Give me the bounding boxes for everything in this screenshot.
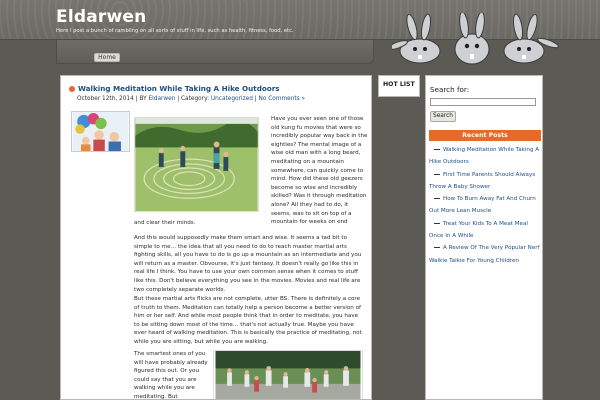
post-author-link[interactable]: Eldarwen <box>148 96 176 102</box>
recent-posts-list <box>429 144 541 267</box>
post-photo-labyrinth <box>134 117 259 212</box>
dash-icon <box>434 149 440 150</box>
recent-posts-heading: Recent Posts <box>429 130 541 141</box>
post-paragraph-2: And this would supposedly make them smart and wise. It seems a tad bit to simple to me… the idea that all you need to do to reach master martial arts fighting skills, all you have to do is go up a mountain as an intermediate and you will return as a master. Obvourse, it's just fantasy. It doesn't really go like this in real life I think. You have to use your own common sense when it comes to stuff like this. Don't believe everything you see in the movies. Movies and real life are two completely separate worlds. <box>134 235 362 293</box>
meta-separator: | <box>254 96 257 102</box>
post-comments-link[interactable]: No Comments » <box>258 96 306 102</box>
post-title-row <box>69 84 280 93</box>
orange-bullet-icon <box>69 86 75 92</box>
recent-post-item[interactable] <box>429 218 541 243</box>
meta-category-label: | Category: <box>177 96 210 102</box>
hot-list-label: HOT LIST <box>383 81 415 88</box>
search-input[interactable] <box>430 98 536 106</box>
recent-post-link[interactable]: First Time Parents Should Always Throw A Baby Shower <box>429 171 536 190</box>
meta-by-label: | BY <box>135 96 147 102</box>
nav-bar <box>56 40 374 64</box>
post-content-area <box>60 75 372 400</box>
recent-post-link[interactable]: Treat Your Kids To A Meat Meal Once In A While <box>429 220 528 240</box>
recent-post-link[interactable]: A Review Of The Very Popular Nerf Walkie Talkie For Young Children <box>429 245 540 264</box>
sidebar <box>425 75 543 400</box>
recent-post-item[interactable] <box>429 169 541 194</box>
site-description: Here I post a bunch of rambling on all sorts of stuff in life, such as health, fitness, food, etc. <box>56 28 294 34</box>
post-paragraph-4: The smartest ones of you will have probably already figured this out. Or you could say that you are walking while you are meditating. But <box>134 351 208 400</box>
recent-post-link[interactable]: How To Burn Away Fat And Churn Out More Lean Muscle <box>429 196 536 215</box>
bunnies-illustration <box>392 13 562 71</box>
post-photo-group-walking <box>213 350 363 400</box>
recent-post-item[interactable] <box>429 242 541 267</box>
search-label: Search for: <box>430 85 470 94</box>
post-title[interactable]: Walking Meditation While Taking A Hike Outdoors <box>78 84 280 93</box>
recent-post-item[interactable] <box>429 144 541 169</box>
dash-icon <box>434 247 440 248</box>
post-meta <box>77 96 305 102</box>
recent-post-item[interactable] <box>429 193 541 218</box>
dash-icon <box>434 174 440 175</box>
dash-icon <box>434 223 440 224</box>
recent-post-link[interactable]: Walking Meditation While Taking A Hike Outdoors <box>429 147 540 166</box>
post-category-link[interactable]: Uncategorized <box>210 96 253 102</box>
post-paragraph-1-end: and clear their minds. <box>134 220 196 226</box>
nav-home-link[interactable]: Home <box>94 53 120 62</box>
post-date: October 12th, 2014 <box>77 96 134 102</box>
post-paragraph-3: But these martial arts flicks are not complete, utter BS. There is definitely a core of truth to them. Meditation can totally help a person become a better version of him or her self. And while most people think that in order to meditate, you have to be sitting down most of the time… that's not actually true. Maybe you have ever heard of walking meditation. This is basically the practice of meditating, not while you are sitting, but while you are walking. <box>134 296 362 345</box>
hot-list-box <box>378 75 420 97</box>
dash-icon <box>434 198 440 199</box>
post-paragraph-1: Have you ever seen one of those old kung fu movies that were so incredibly popular way back in the eighties? The mental image of a wise old man with a long beard, meditating on a mountain somewhere, can quickly come to mind. How did these old geezers become so wise and incredibly skilled? Was it through meditation alone? All they had to do, it seems, was to sit on top of a mountain for weeks on end <box>271 116 368 226</box>
search-button[interactable]: Search <box>430 111 456 122</box>
site-title[interactable]: Eldarwen <box>56 7 147 27</box>
post-thumbnail-image[interactable] <box>71 111 130 152</box>
